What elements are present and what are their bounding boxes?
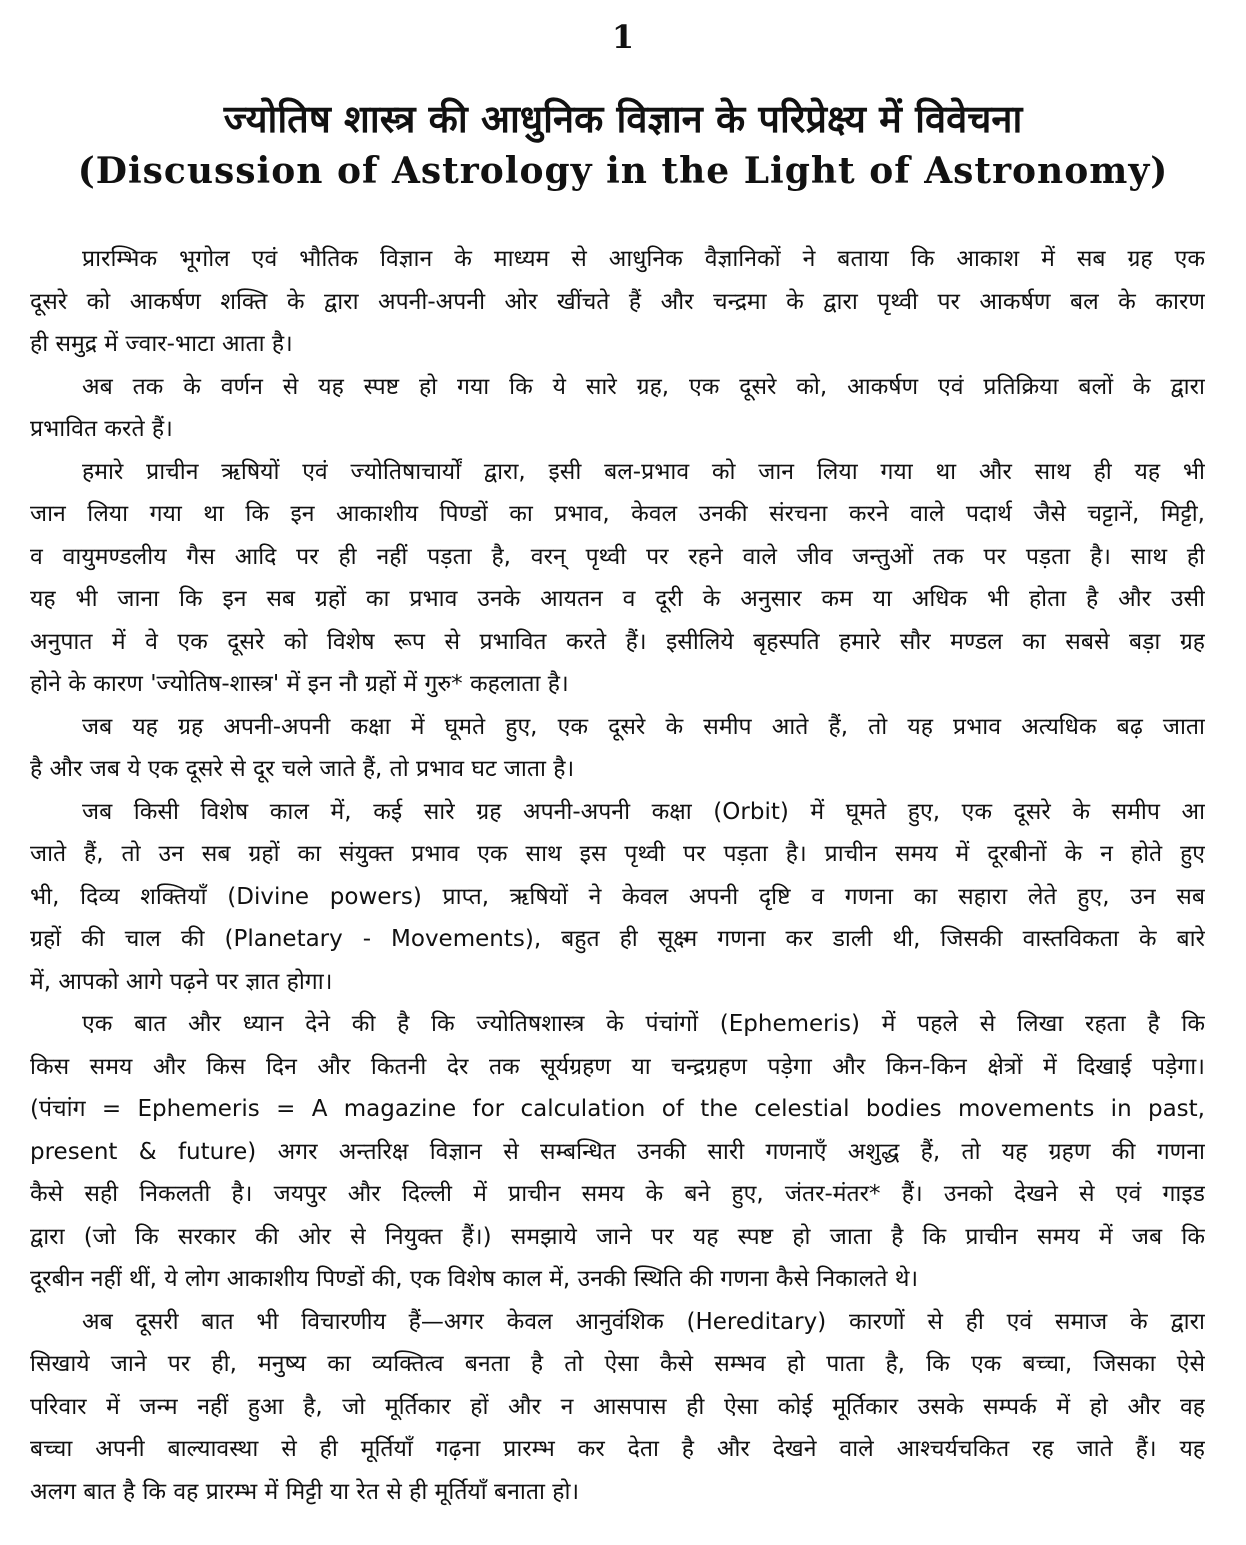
chapter-number: 1: [611, 18, 635, 56]
paragraph: [30, 366, 1205, 451]
text-line: होने के कारण 'ज्योतिष-शास्त्र' में इन नौ ग्रहों में गुरु* कहलाता है।: [30, 671, 569, 697]
text-line: बच्चा अपनी बाल्यावस्था से ही मूर्तियाँ गढ़ना प्रारम्भ कर देता है और देखने वाले आश्चर्यचकित रह जाते हैं। यह: [30, 1436, 1205, 1462]
text-line: हमारे प्राचीन ऋषियों एवं ज्योतिषाचार्यों द्वारा, इसी बल-प्रभाव को जान लिया गया था और साथ ही यह भी: [82, 458, 1205, 485]
text-line: भी, दिव्य शक्तियाँ (Divine powers) प्राप्त, ऋषियों ने केवल अपनी दृष्टि व गणना का सहारा लेते हुए, उन सब: [30, 883, 1205, 910]
chapter-title-english: (Discussion of Astrology in the Light of Astronomy): [77, 150, 1169, 192]
text-line: अब तक के वर्णन से यह स्पष्ट हो गया कि ये सारे ग्रह, एक दूसरे को, आकर्षण एवं प्रतिक्रिया बलों के द्वारा: [82, 373, 1205, 400]
text-line: में, आपको आगे पढ़ने पर ज्ञात होगा।: [30, 968, 333, 995]
text-line: अनुपात में वे एक दूसरे को विशेष रूप से प्रभावित करते हैं। इसीलिये बृहस्पति हमारे सौर मण्डल का सबसे बड़ा ग्रह: [30, 628, 1205, 655]
text-line: ग्रहों की चाल की (Planetary - Movements), बहुत ही सूक्ष्म गणना कर डाली थी, जिसकी वास्तविकता के बारे: [30, 926, 1205, 952]
text-line: द्वारा (जो कि सरकार की ओर से नियुक्त हैं।) समझाये जाने पर यह स्पष्ट हो जाता है कि प्राचीन समय में जब कि: [30, 1223, 1205, 1250]
text-line: सिखाये जाने पर ही, मनुष्य का व्यक्तित्व बनता है तो ऐसा कैसे सम्भव हो पाता है, कि एक बच्चा, जिसका ऐसे: [30, 1351, 1205, 1377]
text-line: है और जब ये एक दूसरे से दूर चले जाते हैं, तो प्रभाव घट जाता है।: [30, 756, 575, 782]
text-line: प्रभावित करते हैं।: [30, 416, 173, 442]
body-text: [30, 238, 1205, 1513]
text-line: दूसरे को आकर्षण शक्ति के द्वारा अपनी-अपनी ओर खींचते हैं और चन्द्रमा के द्वारा पृथ्वी पर आकर्षण बल के कारण: [30, 288, 1205, 315]
text-line: एक बात और ध्यान देने की है कि ज्योतिषशास्त्र के पंचांगों (Ephemeris) में पहले से लिखा रहता है कि: [82, 1011, 1205, 1037]
text-line: ही समुद्र में ज्वार-भाटा आता है।: [30, 331, 293, 357]
text-line: कैसे सही निकलती है। जयपुर और दिल्ली में प्राचीन समय के बने हुए, जंतर-मंतर* हैं। उनको देखने से एवं गाइड: [30, 1181, 1205, 1207]
text-line: जाते हैं, तो उन सब ग्रहों का संयुक्त प्रभाव एक साथ इस पृथ्वी पर पड़ता है। प्राचीन समय में दूरबीनों के न होते हुए: [30, 841, 1205, 867]
paragraph: [30, 1003, 1205, 1301]
paragraph: [30, 791, 1205, 1004]
text-line: (पंचांग = Ephemeris = A magazine for calculation of the celestial bodies movements in past,: [30, 1096, 1205, 1122]
text-line: प्रारम्भिक भूगोल एवं भौतिक विज्ञान के माध्यम से आधुनिक वैज्ञानिकों ने बताया कि आकाश में सब ग्रह एक: [82, 246, 1205, 272]
text-line: यह भी जाना कि इन सब ग्रहों का प्रभाव उनके आयतन व दूरी के अनुसार कम या अधिक भी होता है और उसी: [30, 586, 1205, 612]
paragraph: [30, 238, 1205, 366]
paragraph: [30, 451, 1205, 706]
paragraph: [30, 1301, 1205, 1514]
text-line: किस समय और किस दिन और कितनी देर तक सूर्यग्रहण या चन्द्रग्रहण पड़ेगा और किन-किन क्षेत्रों में दिखाई पड़ेगा।: [30, 1053, 1205, 1080]
text-line: अब दूसरी बात भी विचारणीय हैं—अगर केवल आनुवंशिक (Hereditary) कारणों से ही एवं समाज के द्वारा: [82, 1308, 1205, 1335]
chapter-title-hindi: ज्योतिष शास्त्र की आधुनिक विज्ञान के परिप्रेक्ष्य में विवेचना: [223, 97, 1023, 141]
text-line: व वायुमण्डलीय गैस आदि पर ही नहीं पड़ता है, वरन् पृथ्वी पर रहने वाले जीव जन्तुओं तक पर पड़ता है। साथ ही: [30, 543, 1205, 570]
text-line: जान लिया गया था कि इन आकाशीय पिण्डों का प्रभाव, केवल उनकी संरचना करने वाले पदार्थ जैसे चट्टानें, मिट्टी,: [30, 501, 1205, 527]
paragraph: [30, 706, 1205, 791]
text-line: जब किसी विशेष काल में, कई सारे ग्रह अपनी-अपनी कक्षा (Orbit) में घूमते हुए, एक दूसरे के समीप आ: [82, 798, 1205, 825]
text-line: दूरबीन नहीं थीं, ये लोग आकाशीय पिण्डों की, एक विशेष काल में, उनकी स्थिति की गणना कैसे निकालते थे।: [30, 1266, 919, 1292]
text-line: present & future) अगर अन्तरिक्ष विज्ञान से सम्बन्धित उनकी सारी गणनाएँ अशुद्ध हैं, तो यह ग्रहण की गणना: [30, 1138, 1205, 1165]
text-line: जब यह ग्रह अपनी-अपनी कक्षा में घूमते हुए, एक दूसरे के समीप आते हैं, तो यह प्रभाव अत्यधिक बढ़ जाता: [82, 713, 1205, 740]
text-line: अलग बात है कि वह प्रारम्भ में मिट्टी या रेत से ही मूर्तियाँ बनाता हो।: [30, 1478, 580, 1505]
text-line: परिवार में जन्म नहीं हुआ है, जो मूर्तिकार हों और न आसपास ही ऐसा कोई मूर्तिकार उसके सम्पर्क में हो और वह: [30, 1393, 1205, 1420]
